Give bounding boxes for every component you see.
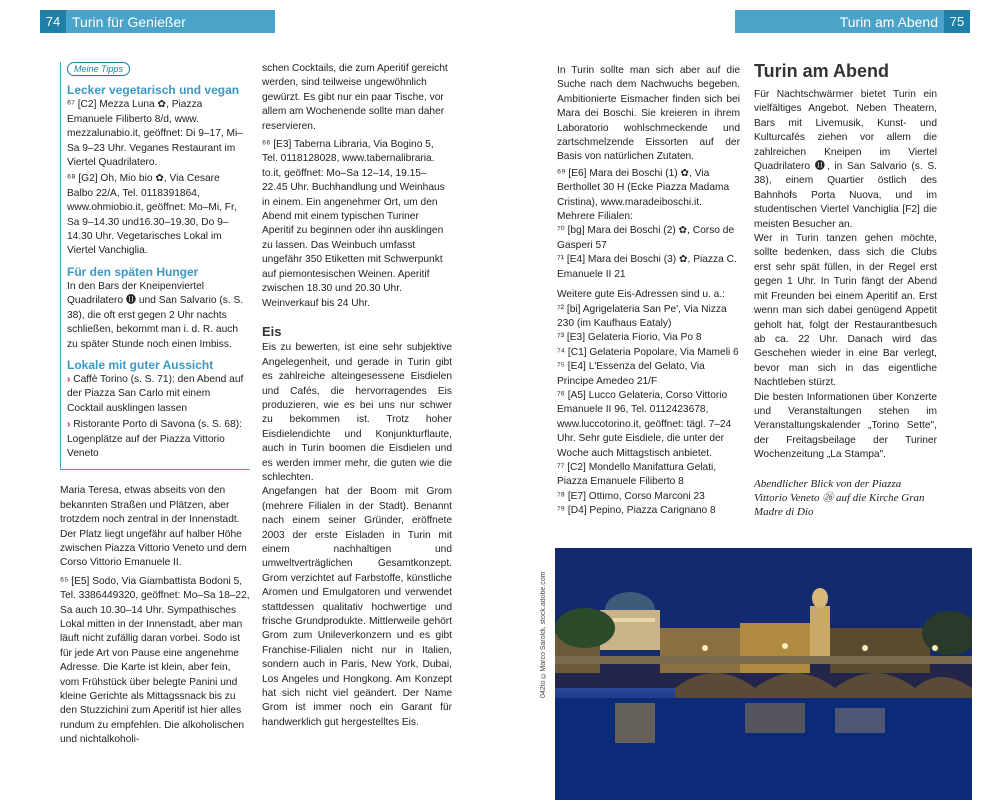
eis-paragraph-1: Eis zu bewerten, ist eine sehr subjektive Angelegenheit, und gerade in Turin gibt es zahlreiche alteingesessene Eisdielen und Cafés, die hervorragendes Eis produzieren, wie es bei uns nur schwer zu bekommen ist. Trotz hoher Eisdielendichte und Konjunkturflaute, auch in Turin boomen die Eisdielen und es werden immer mehr, die guten wie die schlechten.	[262, 342, 452, 483]
page-number-right: 75	[944, 10, 970, 33]
night-photo-turin	[555, 548, 972, 800]
entry-76: ⁷⁶ [A5] Lucco Gelateria, Corso Vittorio Emanuele II 96, Tel. 0112423678, www.luccotorino.it, geöffnet: tägl. 7–24 Uhr. Sehr gute Eisdiele, die unter der Woche auch Mittagstisch anbietet.	[557, 389, 732, 459]
column-1	[60, 62, 250, 748]
more-ice-intro: Weitere gute Eis-Adressen sind u. a.:	[557, 289, 725, 301]
view-item-1-text: Caffè Torino (s. S. 71): den Abend auf der Piazza San Carlo mit einem Cocktail ausklingen lassen	[67, 373, 244, 414]
sodo-intro: Maria Teresa, etwas abseits von den bekannten Straßen und Plätzen, aber trotzdem noch zentral in der Innenstadt. Der Platz liegt ungefähr auf halber Höhe zwischen Piazza Vittorio Veneto und dem Corso Vittorio Emanuele II.	[60, 485, 247, 569]
section-title: Turin am Abend	[754, 61, 889, 81]
night-paragraph-2: Wer in Turin tanzen gehen möchte, sollte bedenken, dass sich die Clubs erst sehr spät füllen, in der Regel erst gegen 1 Uhr. In Turin fängt der Abend mit Freunden bei einem Aperitif an. Erst wenn man sich dabei genügend Appetit geholt hat, folgt der Restaurantbesuch ab ca. 22 Uhr. Danach wird das Geschehen wieder in eine Bar verlegt, bevor man sich in das eigentliche Nachtleben stürzt.	[754, 233, 937, 389]
entry-74: ⁷⁴ [C1] Gelateria Popolare, Via Mameli 6	[557, 346, 739, 358]
tips-badge: Meine Tipps	[67, 62, 130, 76]
heading-vegan: Lecker vegetarisch und vegan	[67, 83, 240, 98]
night-paragraph-3: Die besten Informationen über Konzerte und Veranstaltungen stehen im Veranstaltungskalender „Torino Sette", der Freitagsbeilage der Turiner Wochenzeitung „La Stampa".	[754, 391, 937, 461]
entry-73: ⁷³ [E3] Gelateria Fiorio, Via Po 8	[557, 332, 702, 344]
heading-late-hunger: Für den späten Hunger	[67, 264, 199, 279]
view-item-1	[67, 373, 246, 416]
entry-79: ⁷⁹ [D4] Pepino, Piazza Carignano 8	[557, 505, 716, 517]
entry-71: ⁷¹ [E4] Mara dei Boschi (3) ✿, Piazza C. Emanuele II 21	[557, 254, 737, 280]
heading-view: Lokale mit guter Aussicht	[67, 357, 214, 372]
header-left	[40, 10, 275, 33]
entry-69: ⁶⁹ [E6] Mara dei Boschi (1) ✿, Via Berthollet 30 H (Ecke Piazza Madama Cristina), www.maradeiboschi.it. Mehrere Filialen:	[557, 167, 730, 223]
page-number-left: 74	[40, 10, 66, 33]
entry-66: ⁶⁶ [E3] Taberna Libraria, Via Bogino 5, Tel. 0118128028, www.tabernalibraria. to.it, geöffnet: Mo–Sa 12–14, 19.15–22.45 Uhr. Buchhandlung und Weinhaus in einem. Ein angenehmer Ort, um den Abend mit einem typischen Turiner Aperitif zu beginnen oder ihn ausklingen zu lassen. Das Weinbuch umfasst ungefähr 350 Etiketten mit Schwerpunkt auf piemontesischen Weinen. Aperitif zwischen 18.30 und 20.30 Uhr. Weinverkauf bis 24 Uhr.	[262, 139, 445, 309]
view-item-2-text: Ristorante Porto di Savona (s. S. 68): Logenplätze auf der Piazza Vittorio Veneto	[67, 419, 242, 459]
late-hunger-text: In den Bars der Kneipenviertel Quadrilatero ⓫ und San Salvario (s. S. 38), die oft erst gegen 2 Uhr nachts schließen, bekommt man i. d. R. auch zu später Stunde noch einen Imbiss.	[67, 280, 244, 350]
column-2	[262, 62, 452, 730]
header-title-right: Turin am Abend	[839, 13, 938, 30]
eis-paragraph-3: In Turin sollte man sich aber auf die Suche nach dem Nachwuchs begeben. Ambitionierte Eismacher finden sich bei Mara dei Boschi. Sie kreieren in ihrem Laboratorio wohlschmeckende und zartschmelzende Eissorten auf der Basis von natürlichen Zutaten.	[557, 65, 740, 163]
photo-caption: Abendlicher Blick von der Piazza Vittorio Veneto ㉖ auf die Kirche Gran Madre di Dio	[754, 477, 925, 518]
photo-illustration	[555, 548, 972, 800]
arrow-icon: ›	[67, 419, 71, 431]
night-paragraph-1: Für Nachtschwärmer bietet Turin ein vielfältiges Angebot. Neben Theatern, Bars mit Livemusik, Kunst- und Kulturcafés ziehen vor allem die zahlreichen Kneipen im Viertel Quadrilatero ⓫, in San Salvario (s. S. 38), einem Quartier östlich des Bahnhofs Porta Nuova, und im studentischen Viertel Vanchiglia [F2] die meisten Besucher an.	[754, 89, 937, 230]
header-title-left: Turin für Genießer	[72, 13, 186, 30]
arrow-icon: ›	[67, 373, 71, 385]
column-3	[557, 64, 740, 519]
column-4	[754, 60, 937, 519]
entry-70: ⁷⁰ [bg] Mara dei Boschi (2) ✿, Corso de Gasperi 57	[557, 225, 735, 251]
photo-credit: 042to ©Marco Saroldi, stock.adobe.com	[540, 571, 547, 698]
tips-box	[60, 62, 250, 470]
entry-67: ⁶⁷ [C2] Mezza Luna ✿, Piazza Emanuele Filiberto 8/d, www. mezzalunabio.it, geöffnet: Di 9–17, Mi–Sa 9–23 Uhr. Veganes Restaurant im Viertel Quadrilatero.	[67, 99, 243, 169]
entry-68: ⁶⁸ [G2] Oh, Mio bio ✿, Via Cesare Balbo 22/A, Tel. 0118391864, www.ohmiobio.it, geöffnet: Mo–Mi, Fr, Sa 9–14.30 und16.30–19.30, Do 9–14.30 Uhr. Vegetarisches Lokal im Viertel Vanchiglia.	[67, 173, 237, 257]
entry-72: ⁷² [bi] Agrigelateria San Pe', Via Nizza 230 (im Kaufhaus Eataly)	[557, 303, 727, 329]
eis-paragraph-2: Angefangen hat der Boom mit Grom (mehrere Filialen in der Stadt). Benannt nach einem seiner Gründer, eröffnete 2003 der erste Eisladen in Turin mit einem nachhaltigen und umweltverträglichen Gesamtkonzept. Grom verzichtet auf Farbstoffe, künstliche Aromen und Emulgatoren und verwendet stattdessen qualitativ hochwertige und frische Grundprodukte. Mittlerweile gehört Grom zum Unileverkonzern und es gibt Franchise-Filialen nicht nur in Italien, sondern auch in Paris, New York, Dubai, Los Angeles und Hongkong. Am Konzept hat sich nicht viel geändert. Der Name Grom ist immer noch ein Garant für handwerklich gut hergestelltes Eis.	[262, 486, 452, 728]
view-item-2	[67, 418, 246, 461]
entry-75: ⁷⁵ [E4] L'Essenza del Gelato, Via Principe Amedeo 21/F	[557, 361, 705, 387]
heading-eis: Eis	[262, 323, 282, 339]
entry-78: ⁷⁸ [E7] Ottimo, Corso Marconi 23	[557, 490, 705, 502]
header-right	[735, 10, 970, 33]
entry-65: ⁶⁵ [E5] Sodo, Via Giambattista Bodoni 5, Tel. 3386449320, geöffnet: Mo–Sa 18–22, Sa auch 10.30–14 Uhr. Sympathisches Lokal mitten in der Innenstadt, aber man läuft nicht zufällig daran vorbei. Sodo ist für jede Art von Pause eine angenehme Adresse. Die Karte ist klein, aber fein, vom Frühstück über belegte Panini und kleine Gerichte als Mittagssnack bis zu den Stuzzichini zum Aperitif ist hier alles rundum zu empfehlen. Die alkoholischen und nichtalkoholi-	[60, 575, 250, 746]
entry-77: ⁷⁷ [C2] Mondello Manifattura Gelati, Piazza Emanuele Filiberto 8	[557, 461, 717, 488]
cocktail-continuation: schen Cocktails, die zum Aperitif gereicht werden, sind teilweise ungewöhnlich gewürzt. Es gibt nur ein paar Tische, vor allem am Wochenende sollte man daher reservieren.	[262, 63, 448, 132]
